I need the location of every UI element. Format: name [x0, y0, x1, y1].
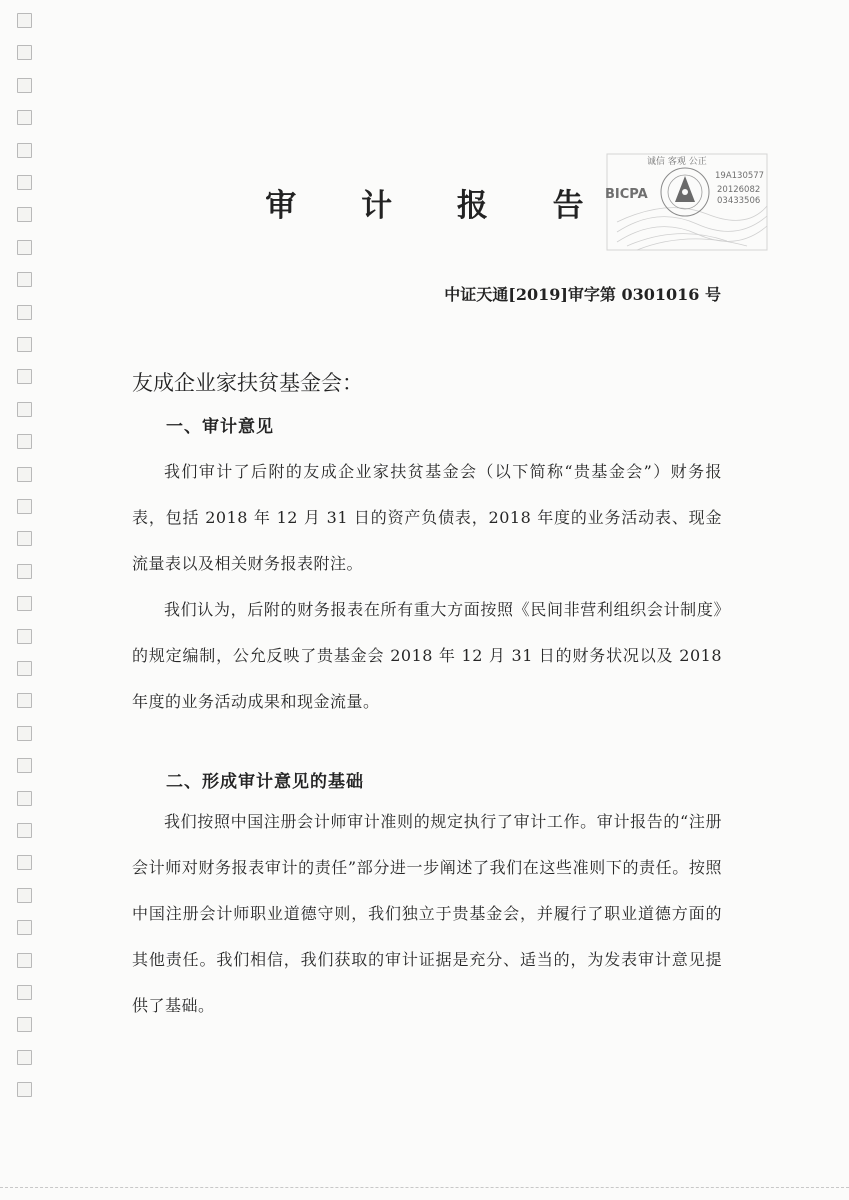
binding-hole: [17, 305, 32, 320]
binding-hole: [17, 888, 32, 903]
report-title: 审 计 报 告: [265, 188, 611, 224]
binding-hole: [17, 564, 32, 579]
binding-hole: [17, 337, 32, 352]
binding-hole: [17, 661, 32, 676]
binding-hole: [17, 985, 32, 1000]
binding-hole: [17, 823, 32, 838]
binding-hole: [17, 629, 32, 644]
binding-hole: [17, 110, 32, 125]
paragraph-audit-scope: 我们审计了后附的友成企业家扶贫基金会（以下简称“贵基金会”）财务报表，包括 2018 年 12 月 31 日的资产负债表，2018 年度的业务活动表、现金流量表以及相关财务报表附注。: [132, 462, 722, 573]
binding-hole: [17, 1050, 32, 1065]
binding-hole: [17, 369, 32, 384]
binding-hole: [17, 1082, 32, 1097]
section-heading-audit-opinion: 一、审计意见: [166, 417, 274, 437]
binding-hole: [17, 402, 32, 417]
binding-hole: [17, 1017, 32, 1032]
binding-hole: [17, 45, 32, 60]
seal-cert-number: 19A130577: [715, 171, 765, 181]
binding-hole: [17, 272, 32, 287]
binding-hole: [17, 953, 32, 968]
section-heading-basis: 二、形成审计意见的基础: [166, 772, 364, 792]
binding-hole: [17, 693, 32, 708]
paragraph-basis: 我们按照中国注册会计师审计准则的规定执行了审计工作。审计报告的“注册会计师对财务报表审计的责任”部分进一步阐述了我们在这些准则下的责任。按照中国注册会计师职业道德守则，我们独立于贵基金会，并履行了职业道德方面的其他责任。我们相信，我们获取的审计证据是充分、适当的，为发表审计意见提供了基础。: [132, 812, 722, 1015]
binding-hole: [17, 78, 32, 93]
document-number: 中证天通[2019]审字第 0301016 号: [444, 285, 721, 304]
seal-motto: 诚信 客观 公正: [647, 157, 707, 167]
binding-hole: [17, 434, 32, 449]
addressee: 友成企业家扶贫基金会：: [132, 371, 363, 395]
binding-hole: [17, 855, 32, 870]
binding-hole: [17, 467, 32, 482]
binding-hole: [17, 13, 32, 28]
seal-serial-1: 20126082: [717, 185, 761, 195]
seal-serial-2: 03433506: [717, 196, 761, 206]
paragraph-opinion: 我们认为，后附的财务报表在所有重大方面按照《民间非营利组织会计制度》的规定编制，公允反映了贵基金会 2018 年 12 月 31 日的财务状况以及 2018 年度的业务活动成果和现金流量。: [132, 600, 722, 711]
binding-hole: [17, 499, 32, 514]
binding-hole: [17, 143, 32, 158]
bottom-rule: [0, 1187, 849, 1188]
binding-hole: [17, 758, 32, 773]
seal-org: BICPA: [605, 187, 648, 202]
binding-hole: [17, 240, 32, 255]
binding-hole: [17, 791, 32, 806]
binding-hole: [17, 726, 32, 741]
binding-hole: [17, 531, 32, 546]
binding-hole: [17, 920, 32, 935]
binding-hole: [17, 596, 32, 611]
bicpa-seal-stamp: [597, 146, 775, 258]
